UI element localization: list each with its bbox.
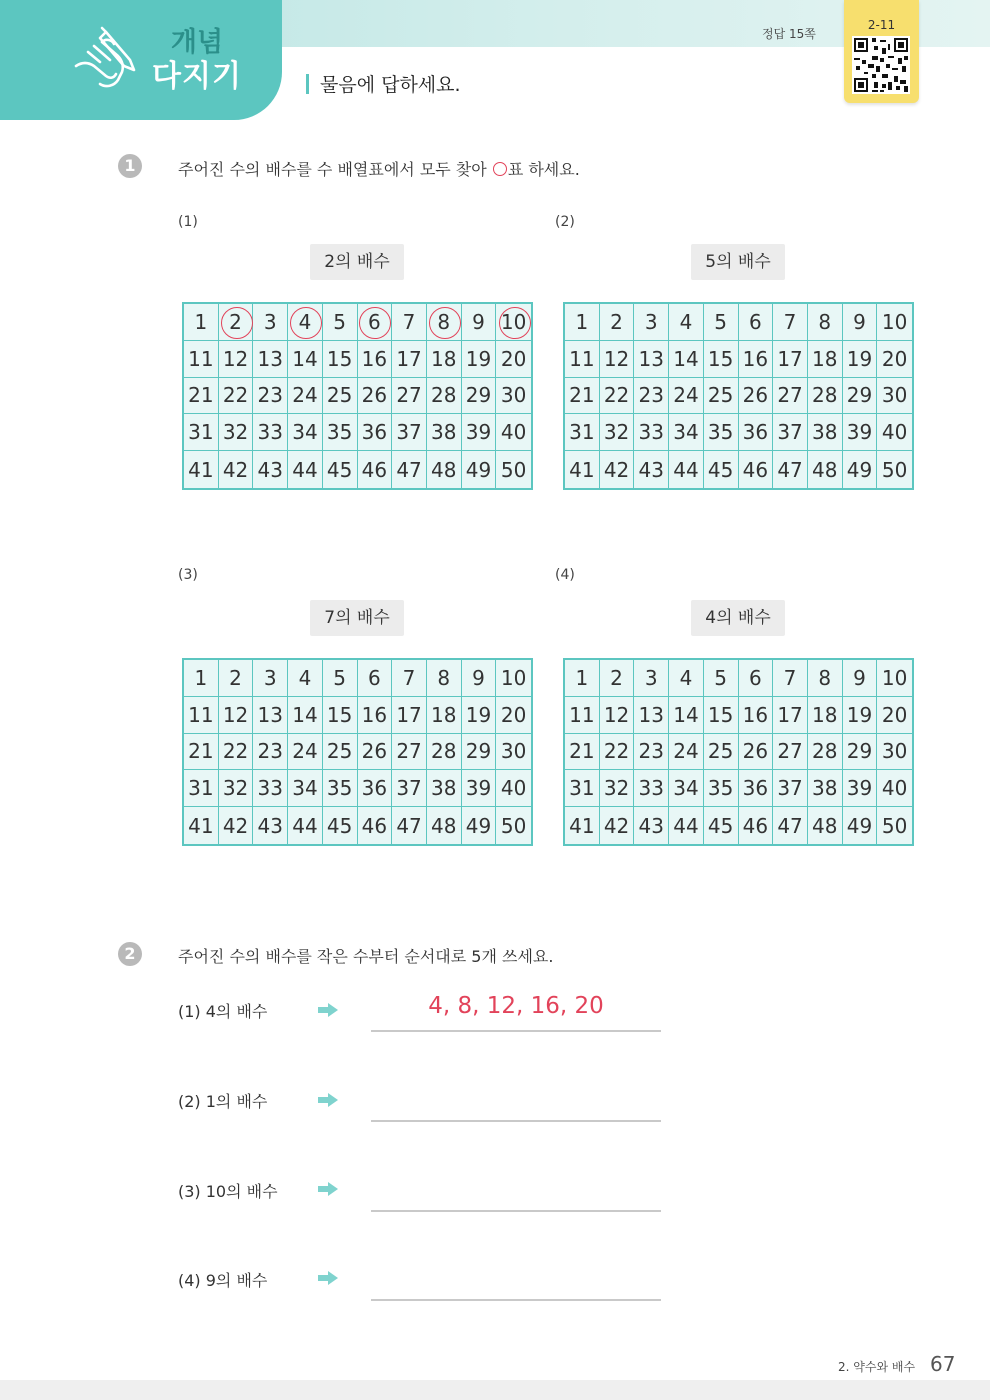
grid-cell[interactable]: 1	[565, 304, 600, 341]
item-label: (3) 10의 배수	[178, 1182, 278, 1201]
grid-cell[interactable]: 48	[808, 451, 843, 488]
grid-cell[interactable]: 27	[773, 734, 808, 771]
grid-cell[interactable]: 7	[392, 660, 427, 697]
grid-cell[interactable]: 41	[565, 807, 600, 844]
grid-cell[interactable]: 22	[219, 378, 254, 415]
grid-cell[interactable]: 34	[288, 414, 323, 451]
grid-cell[interactable]: 7	[773, 304, 808, 341]
grid-cell[interactable]: 40	[496, 414, 531, 451]
grid-cell[interactable]: 34	[669, 770, 704, 807]
grid-cell[interactable]: 25	[323, 378, 358, 415]
number-grid[interactable]	[182, 302, 533, 490]
grid-cell[interactable]: 35	[704, 770, 739, 807]
grid-cell[interactable]: 8	[427, 660, 462, 697]
grid-cell[interactable]: 46	[358, 807, 393, 844]
qr-card[interactable]	[844, 0, 919, 103]
problem-1-text-before: 주어진 수의 배수를 수 배열표에서 모두 찾아	[178, 160, 492, 179]
grid-cell[interactable]: 26	[358, 734, 393, 771]
grid-cell[interactable]: 4	[669, 304, 704, 341]
grid-cell[interactable]: 24	[669, 378, 704, 415]
chapter-label: 2. 약수와 배수	[838, 1360, 916, 1374]
grid-cell[interactable]: 27	[392, 378, 427, 415]
arrow-right-icon	[318, 1003, 338, 1017]
grid-cell[interactable]: 35	[704, 414, 739, 451]
grid-cell[interactable]: 15	[704, 341, 739, 378]
grid-cell[interactable]: 32	[219, 414, 254, 451]
grid-cell[interactable]: 42	[219, 451, 254, 488]
grid-cell[interactable]: 40	[877, 770, 912, 807]
grid-cell[interactable]: 36	[739, 770, 774, 807]
footer-band	[0, 1380, 990, 1400]
grid-cell[interactable]: 20	[496, 697, 531, 734]
grid-cell[interactable]: 30	[496, 734, 531, 771]
grid-cell[interactable]: 44	[288, 807, 323, 844]
grid-cell[interactable]: 46	[358, 451, 393, 488]
grid-cell[interactable]: 13	[253, 341, 288, 378]
grid-cell[interactable]: 19	[843, 697, 878, 734]
grid-cell[interactable]: 23	[634, 378, 669, 415]
grid-cell[interactable]: 7	[773, 660, 808, 697]
grid-cell[interactable]: 18	[427, 341, 462, 378]
grid-cell[interactable]: 41	[565, 451, 600, 488]
grid-cell-circled[interactable]: 10	[496, 304, 531, 341]
grid-cell[interactable]: 27	[773, 378, 808, 415]
grid-cell-circled[interactable]: 2	[219, 304, 254, 341]
item-label: (2) 1의 배수	[178, 1092, 268, 1111]
grid-cell[interactable]: 41	[184, 451, 219, 488]
grid-cell[interactable]: 9	[462, 304, 497, 341]
grid-cell[interactable]: 21	[565, 734, 600, 771]
grid-cell[interactable]: 40	[496, 770, 531, 807]
grid-cell[interactable]: 35	[323, 414, 358, 451]
grid-cell[interactable]: 49	[843, 451, 878, 488]
grid-cell[interactable]: 32	[600, 770, 635, 807]
grid-cell[interactable]: 16	[739, 341, 774, 378]
grid-cell[interactable]: 6	[358, 660, 393, 697]
part-label: (3)	[178, 567, 198, 583]
grid-cell-circled[interactable]: 4	[288, 304, 323, 341]
part-title: 2의 배수	[310, 244, 404, 280]
grid-cell[interactable]: 15	[704, 697, 739, 734]
grid-cell[interactable]: 17	[773, 341, 808, 378]
grid-cell[interactable]: 12	[219, 697, 254, 734]
grid-cell[interactable]: 38	[427, 770, 462, 807]
grid-cell[interactable]: 25	[704, 734, 739, 771]
part-label: (4)	[555, 567, 575, 583]
grid-cell[interactable]: 31	[565, 414, 600, 451]
grid-cell[interactable]: 32	[600, 414, 635, 451]
grid-cell[interactable]: 21	[565, 378, 600, 415]
grid-cell[interactable]: 20	[496, 341, 531, 378]
grid-cell[interactable]: 40	[877, 414, 912, 451]
grid-cell[interactable]: 16	[358, 341, 393, 378]
grid-cell[interactable]: 46	[739, 451, 774, 488]
grid-cell[interactable]: 19	[843, 341, 878, 378]
grid-cell[interactable]: 39	[843, 770, 878, 807]
grid-cell[interactable]: 37	[392, 414, 427, 451]
grid-cell[interactable]: 16	[358, 697, 393, 734]
grid-cell[interactable]: 25	[323, 734, 358, 771]
grid-cell[interactable]: 8	[808, 660, 843, 697]
grid-cell[interactable]: 18	[808, 341, 843, 378]
grid-cell[interactable]: 39	[462, 770, 497, 807]
grid-cell[interactable]: 30	[877, 734, 912, 771]
grid-cell[interactable]: 45	[704, 451, 739, 488]
grid-cell[interactable]: 3	[634, 660, 669, 697]
grid-cell[interactable]: 15	[323, 697, 358, 734]
number-grid[interactable]	[563, 658, 914, 846]
grid-cell[interactable]: 24	[288, 378, 323, 415]
grid-cell[interactable]: 42	[600, 807, 635, 844]
grid-cell[interactable]: 11	[184, 341, 219, 378]
grid-cell[interactable]: 3	[253, 660, 288, 697]
grid-cell[interactable]: 37	[392, 770, 427, 807]
grid-cell[interactable]: 11	[184, 697, 219, 734]
instruction-marker	[306, 74, 309, 94]
grid-cell[interactable]: 13	[634, 697, 669, 734]
grid-cell[interactable]: 1	[184, 304, 219, 341]
grid-cell[interactable]: 4	[669, 660, 704, 697]
grid-cell[interactable]: 15	[323, 341, 358, 378]
grid-cell[interactable]: 10	[496, 660, 531, 697]
grid-cell[interactable]: 23	[634, 734, 669, 771]
grid-cell[interactable]: 28	[427, 734, 462, 771]
grid-cell[interactable]: 1	[565, 660, 600, 697]
grid-cell[interactable]: 39	[843, 414, 878, 451]
circle-mark-icon	[493, 162, 507, 176]
answer-line[interactable]	[371, 1299, 661, 1301]
grid-cell[interactable]: 33	[634, 414, 669, 451]
grid-cell[interactable]: 48	[808, 807, 843, 844]
grid-cell[interactable]: 49	[462, 451, 497, 488]
grid-cell[interactable]: 33	[634, 770, 669, 807]
grid-cell[interactable]: 14	[288, 697, 323, 734]
grid-cell[interactable]: 5	[323, 304, 358, 341]
part-label: (2)	[555, 214, 575, 230]
grid-cell[interactable]: 22	[600, 734, 635, 771]
grid-cell[interactable]: 17	[392, 341, 427, 378]
arrow-right-icon	[318, 1182, 338, 1196]
item-label: (1) 4의 배수	[178, 1002, 268, 1021]
grid-cell[interactable]: 44	[669, 451, 704, 488]
grid-cell[interactable]: 48	[427, 807, 462, 844]
number-grid[interactable]	[182, 658, 533, 846]
problem-number-2: 2	[118, 942, 142, 966]
grid-cell[interactable]: 19	[462, 697, 497, 734]
grid-cell[interactable]: 29	[462, 378, 497, 415]
grid-cell[interactable]: 13	[634, 341, 669, 378]
arrow-right-icon	[318, 1271, 338, 1285]
grid-cell[interactable]: 12	[600, 341, 635, 378]
grid-cell[interactable]: 28	[808, 734, 843, 771]
grid-cell[interactable]: 1	[184, 660, 219, 697]
grid-cell[interactable]: 26	[739, 734, 774, 771]
grid-cell[interactable]: 22	[219, 734, 254, 771]
grid-cell[interactable]: 31	[565, 770, 600, 807]
grid-cell[interactable]: 20	[877, 341, 912, 378]
grid-cell[interactable]: 16	[739, 697, 774, 734]
grid-cell[interactable]: 41	[184, 807, 219, 844]
grid-cell[interactable]: 26	[358, 378, 393, 415]
part-title: 7의 배수	[310, 600, 404, 636]
part-title: 4의 배수	[691, 600, 785, 636]
grid-cell[interactable]: 13	[253, 697, 288, 734]
part-title: 5의 배수	[691, 244, 785, 280]
grid-cell[interactable]: 39	[462, 414, 497, 451]
grid-cell[interactable]: 33	[253, 414, 288, 451]
grid-cell[interactable]: 28	[427, 378, 462, 415]
grid-cell[interactable]: 29	[462, 734, 497, 771]
grid-cell[interactable]: 38	[808, 414, 843, 451]
qr-code-icon[interactable]	[852, 36, 910, 94]
grid-cell[interactable]: 30	[877, 378, 912, 415]
grid-cell[interactable]: 5	[323, 660, 358, 697]
grid-cell[interactable]: 17	[392, 697, 427, 734]
grid-cell[interactable]: 14	[669, 341, 704, 378]
problem-1-text-after: 표 하세요.	[507, 160, 580, 179]
grid-cell[interactable]: 25	[704, 378, 739, 415]
grid-cell[interactable]: 36	[358, 414, 393, 451]
grid-cell[interactable]: 29	[843, 378, 878, 415]
grid-cell[interactable]: 45	[704, 807, 739, 844]
instruction-text: 물음에 답하세요.	[320, 74, 461, 96]
grid-cell[interactable]: 17	[773, 697, 808, 734]
grid-cell[interactable]: 43	[634, 451, 669, 488]
grid-cell[interactable]: 47	[392, 451, 427, 488]
grid-cell[interactable]: 3	[253, 304, 288, 341]
grid-cell[interactable]: 36	[358, 770, 393, 807]
grid-cell[interactable]: 31	[184, 770, 219, 807]
grid-cell[interactable]: 43	[634, 807, 669, 844]
grid-cell[interactable]: 50	[500, 457, 527, 482]
grid-cell[interactable]: 29	[843, 734, 878, 771]
grid-cell[interactable]: 31	[184, 414, 219, 451]
grid-cell[interactable]: 6	[739, 304, 774, 341]
section-title	[152, 26, 242, 94]
grid-cell[interactable]: 18	[808, 697, 843, 734]
section-tab	[0, 0, 282, 120]
grid-cell[interactable]: 49	[462, 807, 497, 844]
grid-cell[interactable]: 6	[739, 660, 774, 697]
answer-text: 4, 8, 12, 16, 20	[428, 993, 604, 1019]
part-label: (1)	[178, 214, 198, 230]
arrow-right-icon	[318, 1093, 338, 1107]
grid-cell[interactable]: 43	[253, 451, 288, 488]
grid-cell[interactable]: 2	[600, 660, 635, 697]
grid-cell[interactable]: 4	[288, 660, 323, 697]
grid-cell[interactable]: 36	[739, 414, 774, 451]
grid-cell[interactable]: 37	[773, 770, 808, 807]
grid-cell[interactable]: 5	[704, 304, 739, 341]
grid-cell[interactable]: 20	[877, 697, 912, 734]
grid-cell[interactable]: 47	[773, 807, 808, 844]
grid-cell[interactable]: 9	[843, 660, 878, 697]
grid-cell[interactable]: 9	[843, 304, 878, 341]
grid-cell[interactable]: 47	[773, 451, 808, 488]
grid-cell[interactable]: 48	[427, 451, 462, 488]
grid-cell[interactable]: 34	[288, 770, 323, 807]
grid-cell[interactable]: 38	[427, 414, 462, 451]
grid-cell[interactable]: 38	[808, 770, 843, 807]
grid-cell[interactable]: 43	[253, 807, 288, 844]
grid-cell[interactable]: 22	[600, 378, 635, 415]
grid-cell[interactable]: 11	[565, 697, 600, 734]
grid-cell[interactable]: 10	[877, 660, 912, 697]
grid-cell[interactable]: 2	[219, 660, 254, 697]
grid-cell[interactable]: 26	[739, 378, 774, 415]
grid-cell[interactable]: 27	[392, 734, 427, 771]
grid-cell[interactable]: 42	[600, 451, 635, 488]
answer-line[interactable]	[371, 1210, 661, 1212]
hand-pencil-icon	[66, 22, 144, 100]
problem-number-1: 1	[118, 154, 142, 178]
grid-cell[interactable]: 23	[253, 734, 288, 771]
answer-line[interactable]	[371, 1030, 661, 1032]
grid-cell[interactable]: 18	[427, 697, 462, 734]
grid-cell-circled[interactable]: 6	[358, 304, 393, 341]
grid-cell[interactable]: 33	[253, 770, 288, 807]
grid-cell[interactable]: 42	[219, 807, 254, 844]
grid-cell[interactable]: 34	[669, 414, 704, 451]
grid-cell[interactable]: 32	[219, 770, 254, 807]
item-label: (4) 9의 배수	[178, 1271, 268, 1290]
grid-cell[interactable]: 7	[392, 304, 427, 341]
grid-cell[interactable]: 28	[808, 378, 843, 415]
grid-cell[interactable]: 12	[600, 697, 635, 734]
grid-cell[interactable]: 21	[184, 734, 219, 771]
page-number: 67	[930, 1352, 956, 1376]
grid-cell[interactable]: 2	[600, 304, 635, 341]
grid-cell[interactable]: 14	[669, 697, 704, 734]
grid-cell[interactable]: 3	[634, 304, 669, 341]
grid-cell[interactable]: 44	[669, 807, 704, 844]
grid-cell[interactable]: 10	[877, 304, 912, 341]
grid-cell[interactable]: 8	[808, 304, 843, 341]
grid-cell[interactable]: 45	[323, 807, 358, 844]
grid-cell-circled[interactable]: 8	[427, 304, 462, 341]
grid-cell[interactable]: 9	[462, 660, 497, 697]
section-title-line2: 다지기	[152, 59, 242, 94]
qr-label: 2-11	[867, 18, 896, 32]
grid-cell[interactable]: 12	[219, 341, 254, 378]
problem-1-text	[178, 157, 580, 180]
grid-cell[interactable]: 44	[288, 451, 323, 488]
grid-cell[interactable]: 24	[669, 734, 704, 771]
grid-cell[interactable]: 50	[881, 457, 908, 482]
grid-cell[interactable]: 45	[323, 451, 358, 488]
grid-cell[interactable]: 14	[288, 341, 323, 378]
grid-cell[interactable]: 21	[184, 378, 219, 415]
grid-cell[interactable]: 50	[881, 813, 908, 838]
problem-2-text: 주어진 수의 배수를 작은 수부터 순서대로 5개 쓰세요.	[178, 947, 554, 966]
grid-cell[interactable]: 30	[496, 378, 531, 415]
grid-cell[interactable]: 47	[392, 807, 427, 844]
grid-cell[interactable]: 11	[565, 341, 600, 378]
number-grid[interactable]	[563, 302, 914, 490]
grid-cell[interactable]: 19	[462, 341, 497, 378]
grid-cell[interactable]: 5	[704, 660, 739, 697]
grid-cell[interactable]: 37	[773, 414, 808, 451]
grid-cell[interactable]: 23	[253, 378, 288, 415]
answer-line[interactable]	[371, 1120, 661, 1122]
grid-cell[interactable]: 50	[500, 813, 527, 838]
grid-cell[interactable]: 24	[288, 734, 323, 771]
grid-cell[interactable]: 35	[323, 770, 358, 807]
section-title-line1: 개념	[170, 27, 224, 58]
grid-cell[interactable]: 46	[739, 807, 774, 844]
answer-page-reference: 정답 15쪽	[762, 27, 816, 41]
grid-cell[interactable]: 49	[843, 807, 878, 844]
